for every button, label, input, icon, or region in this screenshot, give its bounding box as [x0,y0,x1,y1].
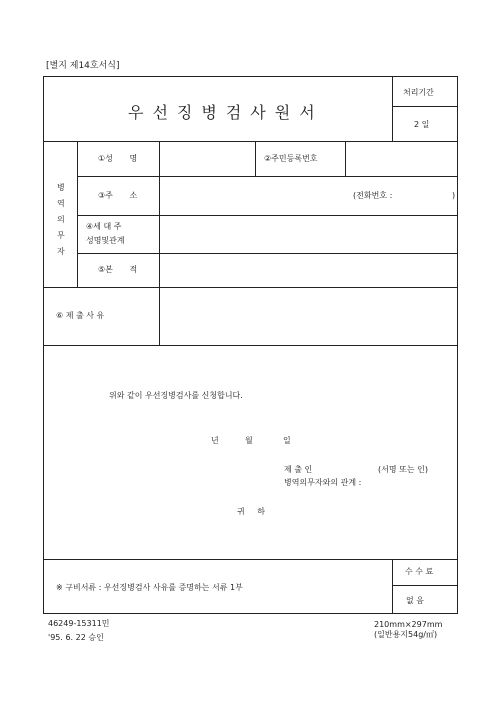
rule-name [77,176,458,177]
date-day-label: 일 [283,436,291,445]
relation-label: 병역의무자와의 관계 : [284,478,362,487]
reason-label: ⑥ 제 출 사 유 [56,311,105,320]
household-field[interactable] [162,218,455,250]
fee-label: 수 수 료 [405,567,434,576]
address-label: ③주 소 [98,191,138,200]
rule-title-bottom [43,141,458,142]
rrn-field[interactable] [348,144,455,173]
submitter-label: 제 출 인 [284,465,313,474]
rule-household [77,253,458,254]
phone-field[interactable] [405,185,449,205]
declaration-statement: 위와 같이 우선징병검사를 신청합니다. [109,391,243,400]
applicant-group-label: 병 역 의 무 자 [57,183,65,256]
reason-field[interactable] [162,290,455,342]
approval-date: '95. 6. 22 승인 [48,633,104,642]
rule-applicant-bottom [43,287,458,288]
date-month-label: 월 [245,436,253,445]
household-label-line1: ④세 대 주 [86,222,122,231]
processing-label: 처리기간 [403,88,434,97]
form-code: 46249-15311민 [48,619,110,628]
fee-value: 없 음 [406,596,424,605]
processing-value: 2 일 [414,120,430,129]
phone-label: (전화번호 : [353,191,393,200]
rule-reason-bottom [43,345,458,346]
paper-type: (일반용지54g/㎡) [374,630,438,639]
paper-size: 210mm×297mm [374,620,443,629]
attachments-note: ※ 구비서류 : 우선징병검사 사유를 증명하는 서류 1부 [56,583,243,592]
rrn-label: ②주민등록번호 [264,154,318,163]
phone-close: ) [452,191,456,200]
rule-group-label [77,141,78,287]
rule-processing [392,106,458,107]
relation-field[interactable] [370,474,440,488]
household-label-line2: 성명및관계 [86,236,125,245]
rule-reason-label [159,287,160,345]
rule-address [77,215,458,216]
rule-fee-left [392,559,393,614]
form-title: 우선징병검사원서 [128,103,324,122]
rule-declaration-bottom [43,559,458,560]
name-field[interactable] [162,144,252,173]
rule-rrn-right [345,141,346,176]
submitter-field[interactable] [322,461,374,475]
rule-processing-left [392,76,393,141]
date-year-label: 년 [211,436,219,445]
recipient: 귀 하 [237,507,265,516]
address-field[interactable] [162,179,347,212]
rule-rrn-left [255,141,256,176]
rule-field-label [159,141,160,287]
domicile-field[interactable] [162,256,455,284]
domicile-label: ⑤본 적 [98,265,138,274]
form-number: [별지 제14호서식] [46,61,120,71]
rule-fee [392,585,458,586]
signature-note: (서명 또는 인) [378,465,428,474]
name-label: ①성 명 [98,154,138,163]
